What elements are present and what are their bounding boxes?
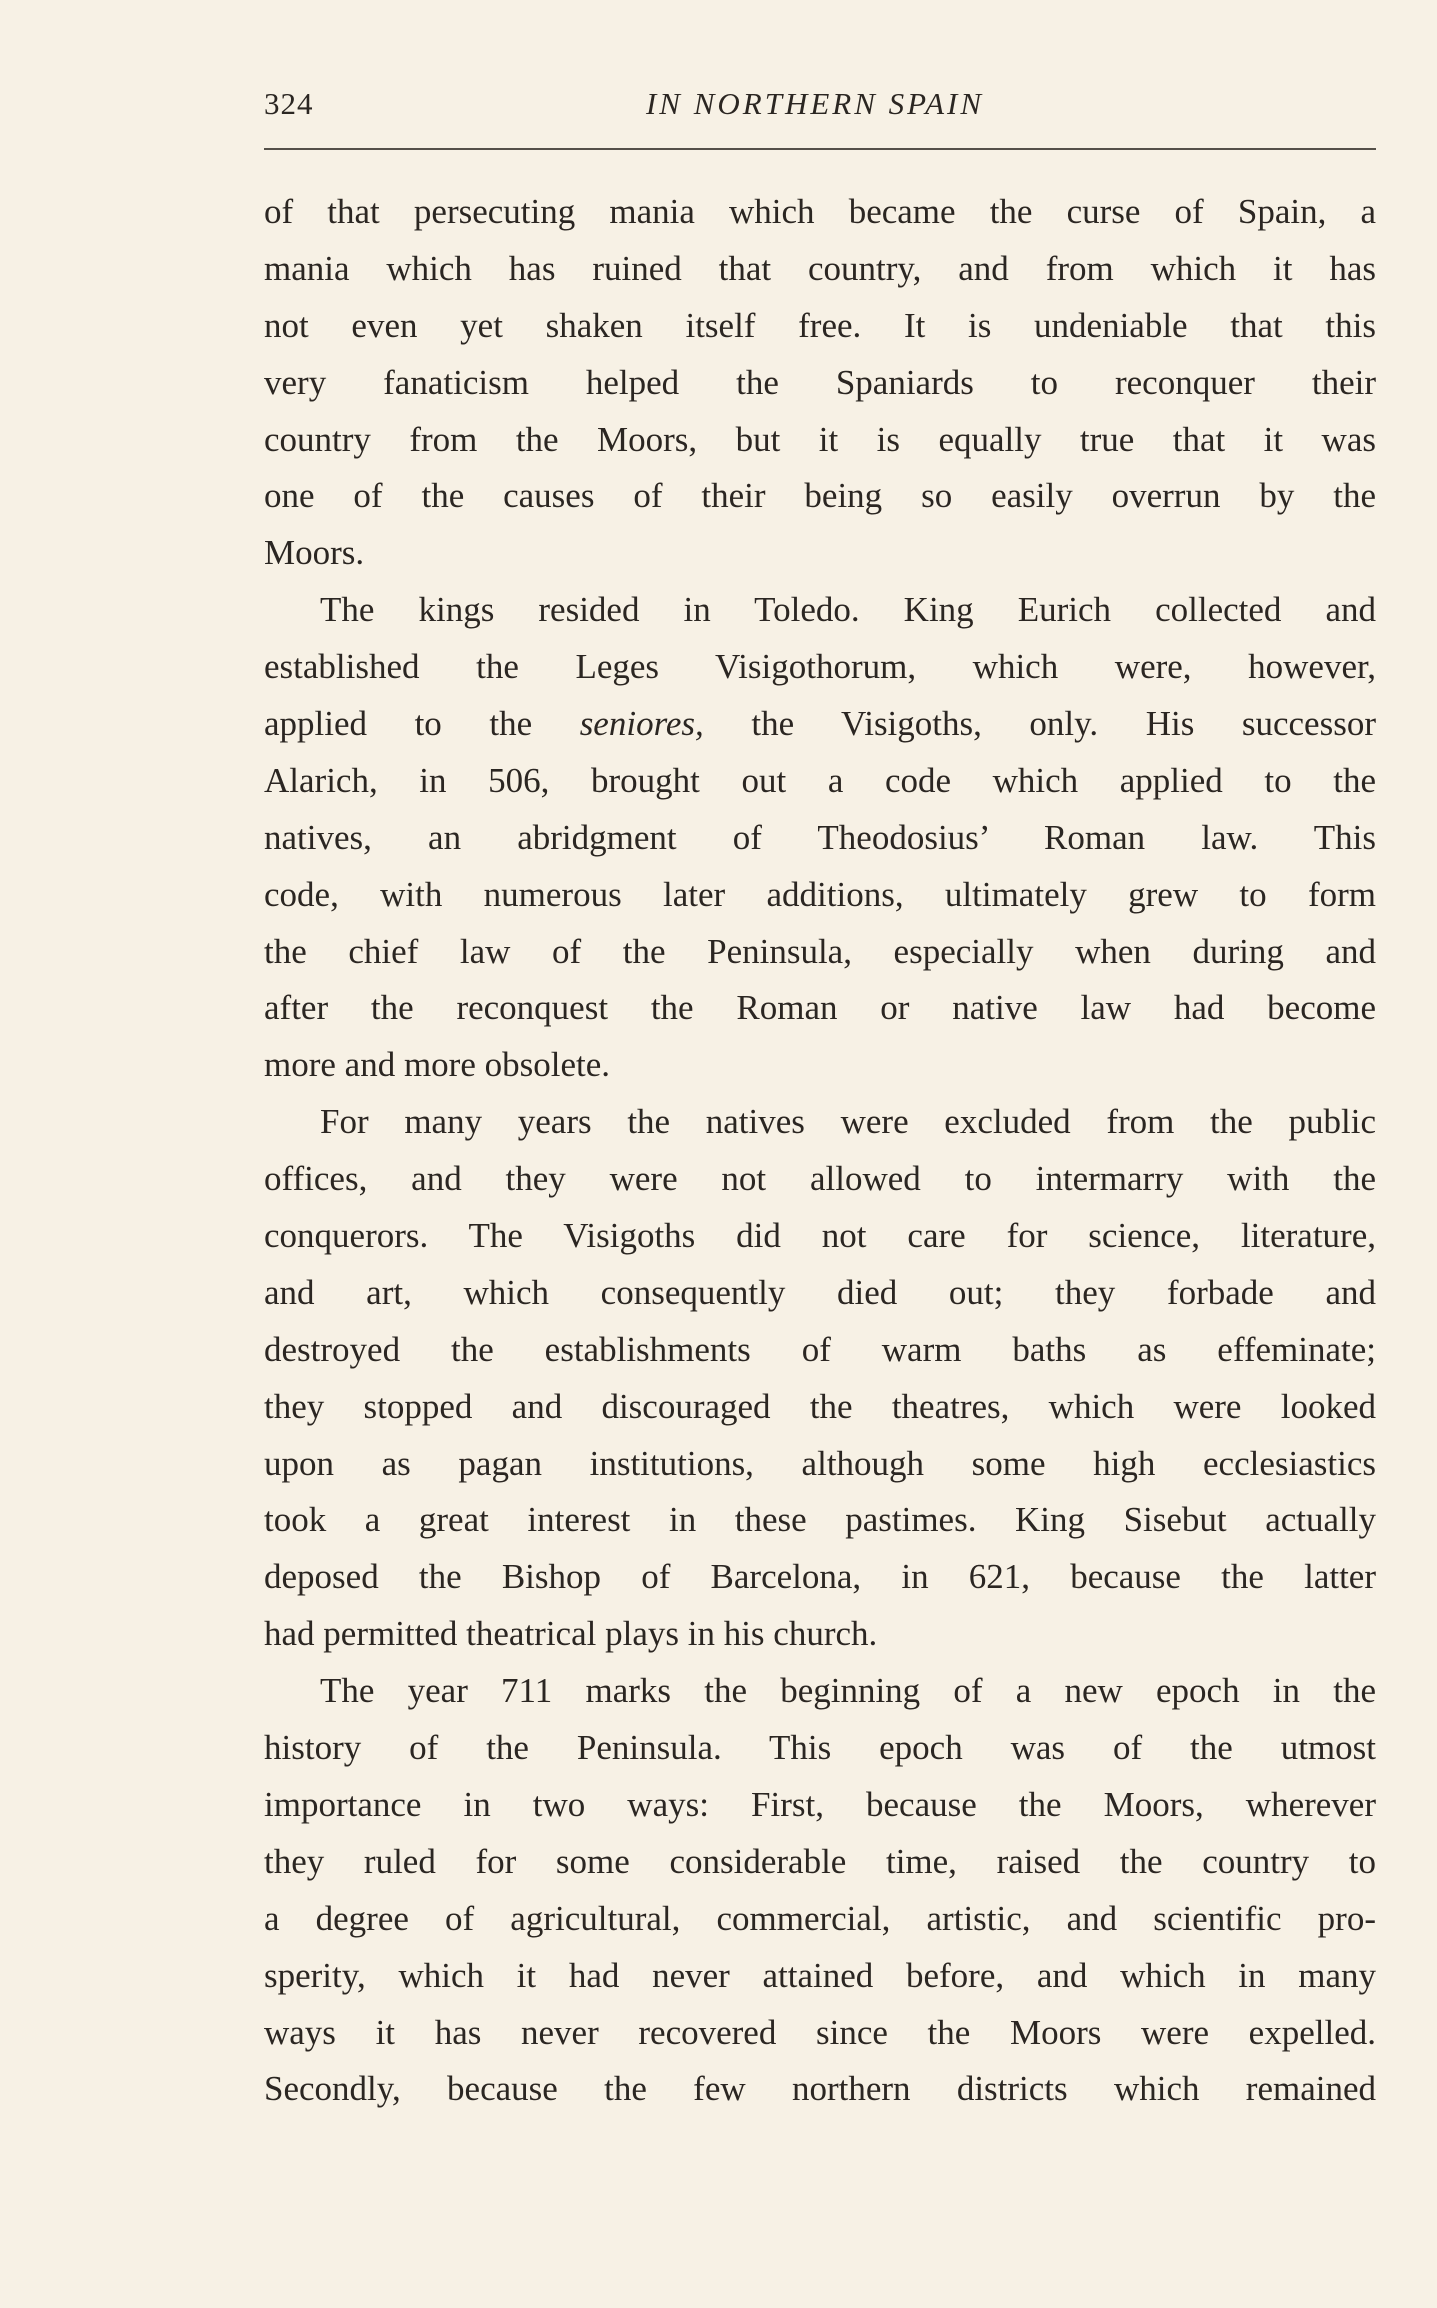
text-line: offices, and they were not allowed to intermarry with the <box>264 1159 1376 1199</box>
page-number: 324 <box>264 86 314 121</box>
text-line: natives, an abridgment of Theodosius’ Roman law. This <box>264 817 1376 857</box>
text-line: they ruled for some considerable time, raised the country to <box>264 1841 1376 1881</box>
text-line-with-italic <box>264 696 1376 753</box>
text-line: For many years the natives were excluded from the public <box>320 1102 1376 1142</box>
page-header <box>264 86 1376 126</box>
italic-term: seniores, <box>579 704 704 744</box>
text-line: one of the causes of their being so easily overrun by the <box>264 476 1376 516</box>
text-line: after the reconquest the Roman or native law had become <box>264 988 1376 1028</box>
text-line: of that persecuting mania which became the curse of Spain, a <box>264 192 1376 231</box>
text-line: mania which has ruined that country, and from which it has <box>264 248 1376 288</box>
text-line: Alarich, in 506, brought out a code which applied to the <box>264 760 1376 800</box>
text-line: Secondly, because the few northern districts which remained <box>264 2069 1376 2109</box>
running-title: IN NORTHERN SPAIN <box>645 86 985 121</box>
text-line: destroyed the establishments of warm baths as effeminate; <box>264 1329 1376 1369</box>
text-line: a degree of agricultural, commercial, artistic, and scientific pro- <box>264 1898 1376 1938</box>
text-line: established the Leges Visigothorum, which were, however, <box>264 647 1376 687</box>
text-segment: the Visigoths, only. His successor <box>751 704 1376 744</box>
text-line: had permitted theatrical plays in his church. <box>264 1614 878 1654</box>
text-line: deposed the Bishop of Barcelona, in 621, because the latter <box>264 1557 1376 1597</box>
text-line: and art, which consequently died out; they forbade and <box>264 1272 1376 1312</box>
body-text <box>264 184 1376 2118</box>
text-line: took a great interest in these pastimes. King Sisebut actually <box>264 1500 1376 1540</box>
text-segment: applied to the <box>264 704 533 744</box>
text-line: more and more obsolete. <box>264 1045 611 1085</box>
text-line: conquerors. The Visigoths did not care for science, literature, <box>264 1216 1376 1256</box>
text-line: code, with numerous later additions, ultimately grew to form <box>264 874 1376 914</box>
text-line: The year 711 marks the beginning of a new epoch in the <box>320 1671 1376 1711</box>
text-line: the chief law of the Peninsula, especially when during and <box>264 931 1376 971</box>
text-line: not even yet shaken itself free. It is undeniable that this <box>264 305 1376 345</box>
text-line: very fanaticism helped the Spaniards to reconquer their <box>264 362 1376 402</box>
text-line: sperity, which it had never attained before, and which in many <box>264 1955 1376 1995</box>
text-line: they stopped and discouraged the theatres, which were looked <box>264 1386 1376 1426</box>
text-line: country from the Moors, but it is equally true that it was <box>264 419 1376 459</box>
header-rule <box>264 148 1376 150</box>
text-line: importance in two ways: First, because the Moors, wherever <box>264 1784 1376 1824</box>
text-line: ways it has never recovered since the Moors were expelled. <box>264 2012 1376 2052</box>
text-line: Moors. <box>264 533 365 573</box>
text-line: history of the Peninsula. This epoch was of the utmost <box>264 1728 1376 1768</box>
text-line: upon as pagan institutions, although some high ecclesiastics <box>264 1443 1376 1483</box>
text-line: The kings resided in Toledo. King Eurich collected and <box>320 590 1376 630</box>
